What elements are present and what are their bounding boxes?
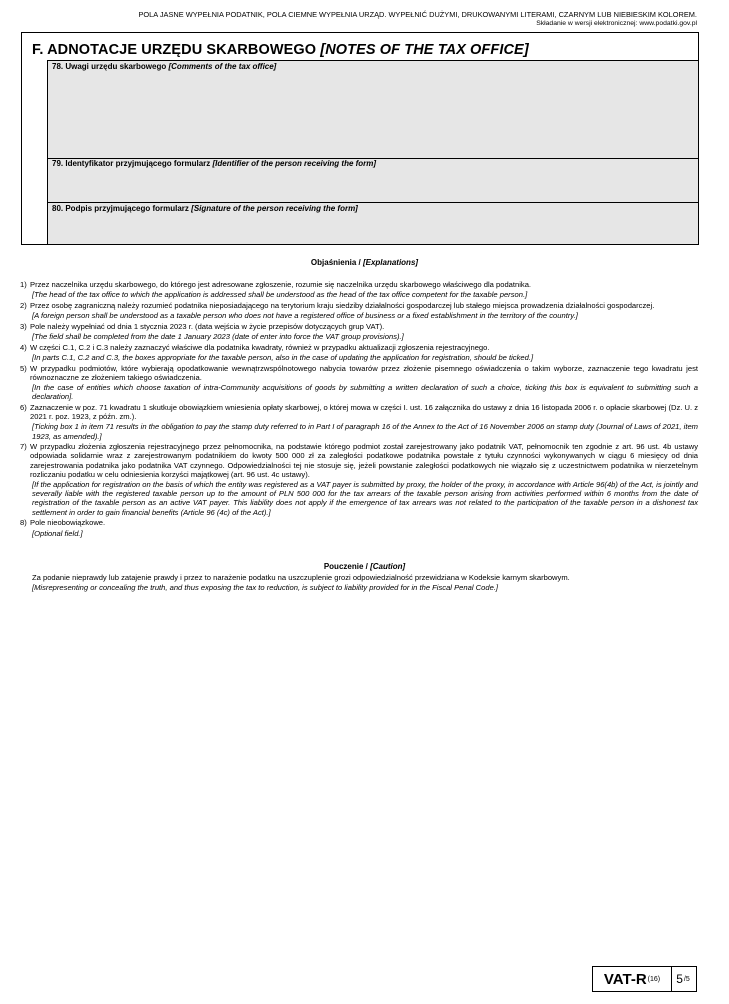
caution-heading-pl: Pouczenie / <box>323 562 371 571</box>
explanation-text-pl: Pole nieobowiązkowe. <box>30 518 106 528</box>
field-80-signature[interactable] <box>48 203 698 244</box>
field-79-label <box>52 159 376 168</box>
explanations-heading-en: [Explanations] <box>362 258 419 267</box>
electronic-filing-note: Składanie w wersji elektronicznej: www.podatki.gov.pl <box>536 20 697 27</box>
field-80-label <box>52 204 358 213</box>
section-f-tax-office-notes <box>21 32 699 245</box>
explanation-text-en: [Optional field.] <box>32 528 83 538</box>
explanation-text-en: [If the application for registration on the basis of which the entity was registered as a VAT payer is submitted by proxy, the holder of the proxy, in accordance with Article 96(4b) of the Act, is jointly and severally liable with the registered taxable person up to the amount of PLN 500 000 for the tax arrears of the taxable person arising from activities performed within 6 months from the date of registration of the taxable person as an active VAT payer. This liability does not apply if the emergence of tax arrears was not related to the participation of the taxable person in a dishonest tax settlement in order to gain financial benefits (Article 96 (4c) of the Act).] <box>32 480 698 517</box>
field-78-label-en: [Comments of the tax office] <box>168 62 277 71</box>
explanation-item <box>20 442 698 517</box>
explanation-number: 8) <box>20 518 27 528</box>
field-80-label-en: [Signature of the person receiving the form] <box>191 204 358 213</box>
explanation-number: 7) <box>20 442 27 452</box>
explanation-text-pl: Zaznaczenie w poz. 71 kwadratu 1 skutkuje obowiązkiem wniesienia opłaty skarbowej, o której mowa w części I. ust. 16 załącznika do ustawy z dnia 16 listopada 2006 r. o opłacie skarbowej (Dz. U. z 2021 r. poz. 1923, z późn. zm.). <box>30 402 698 422</box>
explanation-item <box>20 518 698 537</box>
field-79-label-en: [Identifier of the person receiving the form] <box>212 159 377 168</box>
field-79-identifier[interactable] <box>48 158 698 203</box>
field-78-comments[interactable] <box>48 61 698 159</box>
explanation-text-en: [In the case of entities which choose taxation of intra-Community acquisitions of goods by submitting a written declaration of such a choice, ticking this box is equivalent to submitting such a declaration]. <box>32 383 698 402</box>
explanations-heading <box>0 258 729 267</box>
explanations-list <box>20 280 698 539</box>
explanation-text-pl: Przez naczelnika urzędu skarbowego, do którego jest adresowane zgłoszenie, rozumie się naczelnika urzędu skarbowego właściwego dla podatnika. <box>30 280 532 289</box>
explanation-text-en: [The field shall be completed from the date 1 January 2023 (date of enter into force the VAT group provisions).] <box>32 332 404 342</box>
field-78-label-pl: 78. Uwagi urzędu skarbowego <box>52 62 167 71</box>
section-f-fields <box>47 60 698 244</box>
explanation-text-pl: Pole należy wypełniać od dnia 1 stycznia 2023 r. (data wejścia w życie przepisów dotyczących grup VAT). <box>30 321 385 331</box>
explanation-text-en: [A foreign person shall be understood as a taxable person who does not have a registered office of business or a fixed establishment in the territory of the country.] <box>32 311 578 321</box>
field-80-label-pl: 80. Podpis przyjmującego formularz <box>52 204 189 213</box>
explanation-text-pl: Przez osobę zagraniczną należy rozumieć podatnika nieposiadającego na terytorium kraju siedziby działalności gospodarczej lub stałego miejsca prowadzenia działalności gospodarczej. <box>30 300 655 310</box>
caution-heading-en: [Caution] <box>370 562 406 571</box>
caution-text-pl: Za podanie nieprawdy lub zatajenie prawdy i przez to narażenie podatku na uszczuplenie grozi odpowiedzialność przewidziana w Kodeksie karnym skarbowym. <box>32 573 570 582</box>
explanation-number: 5) <box>20 363 27 373</box>
explanation-number: 2) <box>20 300 27 310</box>
explanation-number: 4) <box>20 342 27 352</box>
form-code-text: VAT-R <box>603 970 647 988</box>
explanation-item <box>20 322 698 341</box>
form-version: (16) <box>647 975 661 983</box>
explanation-text-en: [Ticking box 1 in item 71 results in the obligation to pay the stamp duty referred to in Part I of paragraph 16 of the Annex to the Act of 16 November 2006 on stamp duty (Journal of Laws of 2021, item 1923, as amended).] <box>32 422 698 441</box>
explanations-heading-pl: Objaśnienia / <box>310 258 363 267</box>
explanation-item <box>20 301 698 320</box>
form-instruction: POLA JASNE WYPEŁNIA PODATNIK, POLA CIEMNE WYPEŁNIA URZĄD. WYPEŁNIĆ DUŻYMI, DRUKOWANYMI LITERAMI, CZARNYM LUB NIEBIESKIM KOLOREM. <box>138 10 697 19</box>
explanation-text-pl: W przypadku złożenia zgłoszenia rejestracyjnego przez pełnomocnika, na podstawie którego podmiot został zarejestrowany jako podatnik VAT, pełnomocnik ten zgodnie z art. 96 ust. 4b ustawy odpowiada solidarnie wraz z zarejestrowanym podatnikiem do kwoty 500 000 zł za zaległości podatkowe podatnika powstałe z tytułu czynności wykonywanych w ciągu 6 miesięcy od dnia zarejestrowania podatnika jako podatnika VAT czynnego. Odpowiedzialności tej nie stosuje się, jeżeli powstanie zaległości podatkowych nie wiązało się z uczestnictwem podatnika w nierzetelnym rozliczaniu podatku w celu odniesienia korzyści majątkowej (art. 96 ust. 4c ustawy). <box>30 442 698 479</box>
explanation-item <box>20 364 698 402</box>
section-f-title <box>32 42 529 58</box>
explanation-number: 1) <box>20 280 27 289</box>
caution-heading <box>0 562 729 571</box>
section-f-title-pl: F. ADNOTACJE URZĘDU SKARBOWEGO <box>32 42 317 58</box>
explanation-item <box>20 280 698 299</box>
explanation-text-pl: W części C.1, C.2 i C.3 należy zaznaczyć właściwe dla podatnika kwadraty, również w przypadku aktualizacji zgłoszenia rejestracyjnego. <box>30 342 490 352</box>
field-79-label-pl: 79. Identyfikator przyjmującego formularz <box>52 159 211 168</box>
field-78-label <box>52 62 276 71</box>
explanation-text-en: [The head of the tax office to which the application is addressed shall be understood as the head of the tax office competent for the taxable person.] <box>32 290 528 300</box>
section-f-title-en: [NOTES OF THE TAX OFFICE] <box>320 42 529 58</box>
explanation-item <box>20 403 698 441</box>
explanation-number: 3) <box>20 321 27 331</box>
explanation-item <box>20 343 698 362</box>
page-current: 5 <box>676 972 683 986</box>
caution-text-en: [Misrepresenting or concealing the truth, and thus exposing the tax to reduction, is subject to liability provided for in the Fiscal Penal Code.] <box>32 583 499 592</box>
explanation-text-en: [In parts C.1, C.2 and C.3, the boxes appropriate for the taxable person, also in the case of updating the application for registration, should be ticked.] <box>32 352 534 362</box>
form-code <box>592 966 672 992</box>
explanation-text-pl: W przypadku podmiotów, które wybierają opodatkowanie wewnątrzwspólnotowego nabycia towarów przez złożenie pisemnego oświadczenia o takim wyborze, zaznaczenie tego kwadratu jest równoznaczne ze złożeniem takiego oświadczenia. <box>30 363 698 382</box>
explanation-number: 6) <box>20 402 27 412</box>
page-total: /5 <box>683 975 690 983</box>
page-number <box>670 966 697 992</box>
